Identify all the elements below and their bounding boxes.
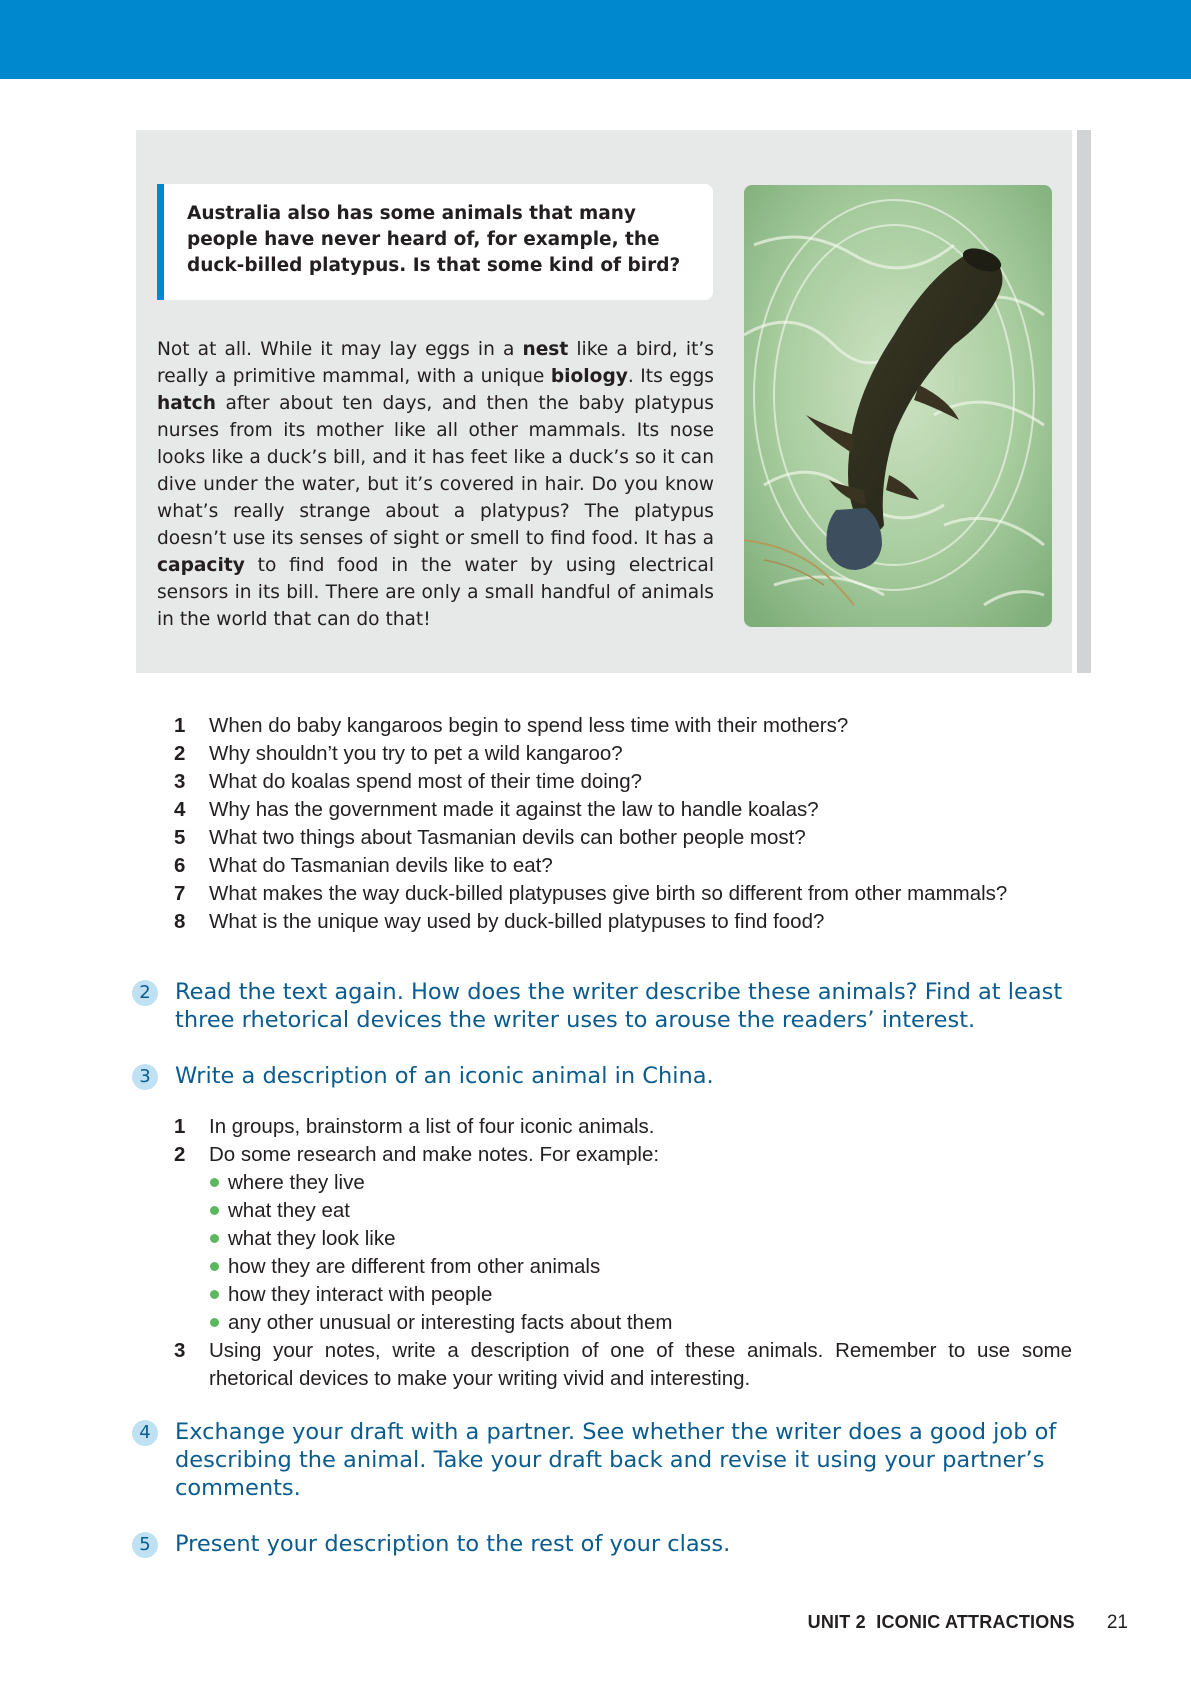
question-text: Why has the government made it against the law to handle koalas? (209, 798, 819, 821)
list-item (174, 824, 1007, 852)
list-item (174, 908, 1007, 936)
bullet-dot-icon (210, 1178, 219, 1187)
page-footer (808, 1612, 1128, 1634)
bullet-text: how they are different from other animals (228, 1255, 601, 1278)
task-instruction: Present your description to the rest of your class. (175, 1531, 731, 1557)
answer-text: Not at all. While it may lay eggs in a (157, 339, 523, 360)
question-text: What do Tasmanian devils like to eat? (209, 854, 553, 877)
header-band (0, 0, 1191, 79)
task-number-badge: 3 (132, 1064, 158, 1090)
vocab-nest: nest (522, 339, 569, 360)
platypus-illustration (744, 185, 1052, 627)
step-item (174, 1113, 1072, 1141)
question-number: 5 (174, 826, 186, 849)
bullet-text: how they interact with people (228, 1283, 493, 1306)
task-instruction: Exchange your draft with a partner. See whether the writer does a good job of describing the animal. Take your draft back and revise it using your partner’s comments. (175, 1419, 1057, 1501)
question-text: What do koalas spend most of their time doing? (209, 770, 643, 793)
question-text: Why shouldn’t you try to pet a wild kangaroo? (209, 742, 623, 765)
interview-question-box (157, 184, 713, 300)
bullet-text: where they live (228, 1171, 365, 1194)
answer-text: like a bird, it’s really a primitive mammal, with a unique (157, 339, 714, 387)
interview-question: Australia also has some animals that many people have never heard of, for example, the duck-billed platypus. Is that some kind of bird? (187, 203, 681, 276)
interview-answer (157, 336, 714, 633)
task-3-steps (174, 1113, 1072, 1393)
bullet-dot-icon (210, 1262, 219, 1271)
task-number-badge: 5 (132, 1532, 158, 1558)
page-number: 21 (1106, 1612, 1128, 1633)
list-item (174, 880, 1007, 908)
task-number-badge: 2 (132, 980, 158, 1006)
step-number: 2 (174, 1143, 186, 1166)
question-number: 1 (174, 714, 186, 737)
step-item (174, 1337, 1072, 1393)
bullet-text: any other unusual or interesting facts about them (228, 1311, 673, 1334)
question-text: When do baby kangaroos begin to spend less time with their mothers? (209, 714, 849, 737)
task-4 (132, 1418, 1082, 1502)
vocab-biology: biology (550, 366, 628, 387)
question-text: What is the unique way used by duck-billed platypuses to find food? (209, 910, 825, 933)
panel-edge (1077, 130, 1091, 673)
question-text: What makes the way duck-billed platypuses give birth so different from other mammals? (209, 882, 1008, 905)
bullet-dot-icon (210, 1234, 219, 1243)
comprehension-questions (174, 712, 1007, 936)
step-number: 1 (174, 1115, 186, 1138)
bullet-item (210, 1197, 672, 1225)
bullet-group (174, 1169, 1072, 1337)
platypus-photo (744, 185, 1052, 627)
task-instruction: Read the text again. How does the writer describe these animals? Find at least three rhetorical devices the writer uses to arouse the readers’ interest. (175, 979, 1063, 1033)
question-number: 6 (174, 854, 186, 877)
answer-text: . Its eggs (627, 366, 714, 387)
list-item (174, 712, 1007, 740)
list-item (174, 796, 1007, 824)
answer-text: to find food in the water by using electrical sensors in its bill. There are only a small handful of animals in the world that can do that! (157, 555, 714, 630)
question-number: 7 (174, 882, 186, 905)
bullet-item (210, 1309, 672, 1337)
step-text: In groups, brainstorm a list of four iconic animals. (209, 1115, 655, 1138)
task-5 (132, 1530, 1082, 1558)
answer-text: after about ten days, and then the baby platypus nurses from its mother like all other mammals. Its nose looks like a duck’s bill, and it has feet like a duck’s so it can dive under the water, but it’s covered in hair. Do you know what’s really strange about a platypus? The platypus doesn’t use its senses of sight or smell to find food. It has a (157, 393, 714, 549)
bullet-list (210, 1169, 672, 1337)
unit-title: UNIT 2 ICONIC ATTRACTIONS (807, 1612, 1075, 1632)
bullet-item (210, 1281, 672, 1309)
task-number-badge: 4 (132, 1420, 158, 1446)
question-number: 8 (174, 910, 186, 933)
bullet-text: what they eat (228, 1199, 350, 1222)
task-2 (132, 978, 1082, 1034)
bullet-dot-icon (210, 1206, 219, 1215)
bullet-dot-icon (210, 1318, 219, 1327)
step-text: Using your notes, write a description of one of these animals. Remember to use some rhetorical devices to make your writing vivid and interesting. (209, 1339, 1072, 1390)
bullet-item (210, 1225, 672, 1253)
bullet-item (210, 1169, 672, 1197)
step-item (174, 1141, 1072, 1169)
vocab-hatch: hatch (157, 393, 216, 414)
bullet-dot-icon (210, 1290, 219, 1299)
bullet-text: what they look like (228, 1227, 396, 1250)
question-text: What two things about Tasmanian devils can bother people most? (209, 826, 806, 849)
list-item (174, 740, 1007, 768)
bullet-item (210, 1253, 672, 1281)
step-text: Do some research and make notes. For example: (209, 1143, 660, 1166)
question-number: 2 (174, 742, 186, 765)
question-number: 3 (174, 770, 186, 793)
task-instruction: Write a description of an iconic animal in China. (175, 1063, 714, 1089)
question-number: 4 (174, 798, 186, 821)
list-item (174, 768, 1007, 796)
step-number: 3 (174, 1339, 186, 1362)
task-3 (132, 1062, 1082, 1090)
list-item (174, 852, 1007, 880)
vocab-capacity: capacity (157, 555, 245, 576)
